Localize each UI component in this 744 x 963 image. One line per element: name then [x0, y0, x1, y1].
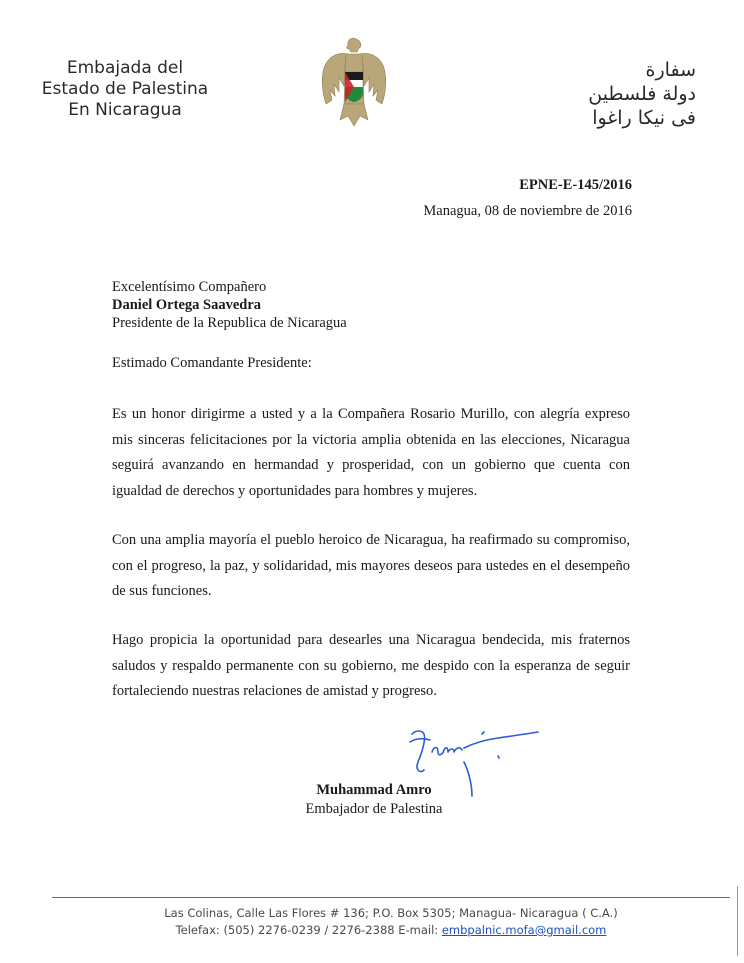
footer	[52, 905, 730, 939]
letterhead-line: En Nicaragua	[68, 100, 182, 120]
recipient-block	[112, 278, 347, 332]
salutation: Estimado Comandante Presidente:	[112, 355, 312, 371]
body-paragraph: Hago propicia la oportunidad para desearles una Nicaragua bendecida, mis fraternos saludos y respaldo permanente con su gobierno, me despido con la esperanza de seguir fortaleciendo nuestras relaciones de amistad y progreso.	[112, 632, 630, 699]
letterhead-arabic	[546, 58, 696, 130]
scan-edge-mark	[737, 886, 738, 956]
recipient-name: Daniel Ortega Saavedra	[112, 297, 262, 313]
letterhead-line: Embajada del	[66, 58, 184, 78]
letterhead-spanish	[40, 58, 210, 121]
signer-title: Embajador de Palestina	[305, 801, 443, 817]
footer-phone: Telefax: (505) 2276-0239 / 2276-2388 E-mail:	[175, 923, 442, 937]
letterhead-arabic-line: دولة فلسطين	[588, 83, 696, 105]
body-paragraph: Con una amplia mayoría el pueblo heroico de Nicaragua, ha reafirmado su compromiso, con el progreso, la paz, y solidaridad, mis mayores deseos para ustedes en el desempeño de sus funciones.	[112, 532, 630, 599]
recipient-honorific: Excelentísimo Compañero	[112, 279, 267, 295]
signer-block	[304, 781, 444, 819]
email-link[interactable]: embpalnic.mofa@gmail.com	[441, 923, 607, 937]
letterhead-arabic-line: سفارة	[645, 59, 696, 81]
letterhead-arabic-line: فى نيكا راغوا	[592, 107, 696, 129]
reference-number: EPNE-E-145/2016	[519, 177, 632, 193]
recipient-title: Presidente de la Republica de Nicaragua	[112, 315, 347, 331]
letter-date: Managua, 08 de noviembre de 2016	[423, 203, 632, 219]
footer-address: Las Colinas, Calle Las Flores # 136; P.O. Box 5305; Managua- Nicaragua ( C.A.)	[164, 906, 618, 920]
letterhead-line: Estado de Palestina	[41, 79, 209, 99]
footer-contact	[52, 922, 730, 939]
signer-name: Muhammad Amro	[316, 782, 432, 798]
body-paragraph: Es un honor dirigirme a usted y a la Compañera Rosario Murillo, con alegría expreso mis sinceras felicitaciones por la victoria amplia obtenida en las elecciones, Nicaragua seguirá avanzando en hermandad y prosperidad, con un gobierno que cuenta con igualdad de derechos y oportunidades para hombres y mujeres.	[112, 406, 630, 499]
footer-divider	[52, 897, 730, 898]
palestine-eagle-emblem-icon	[318, 34, 390, 130]
